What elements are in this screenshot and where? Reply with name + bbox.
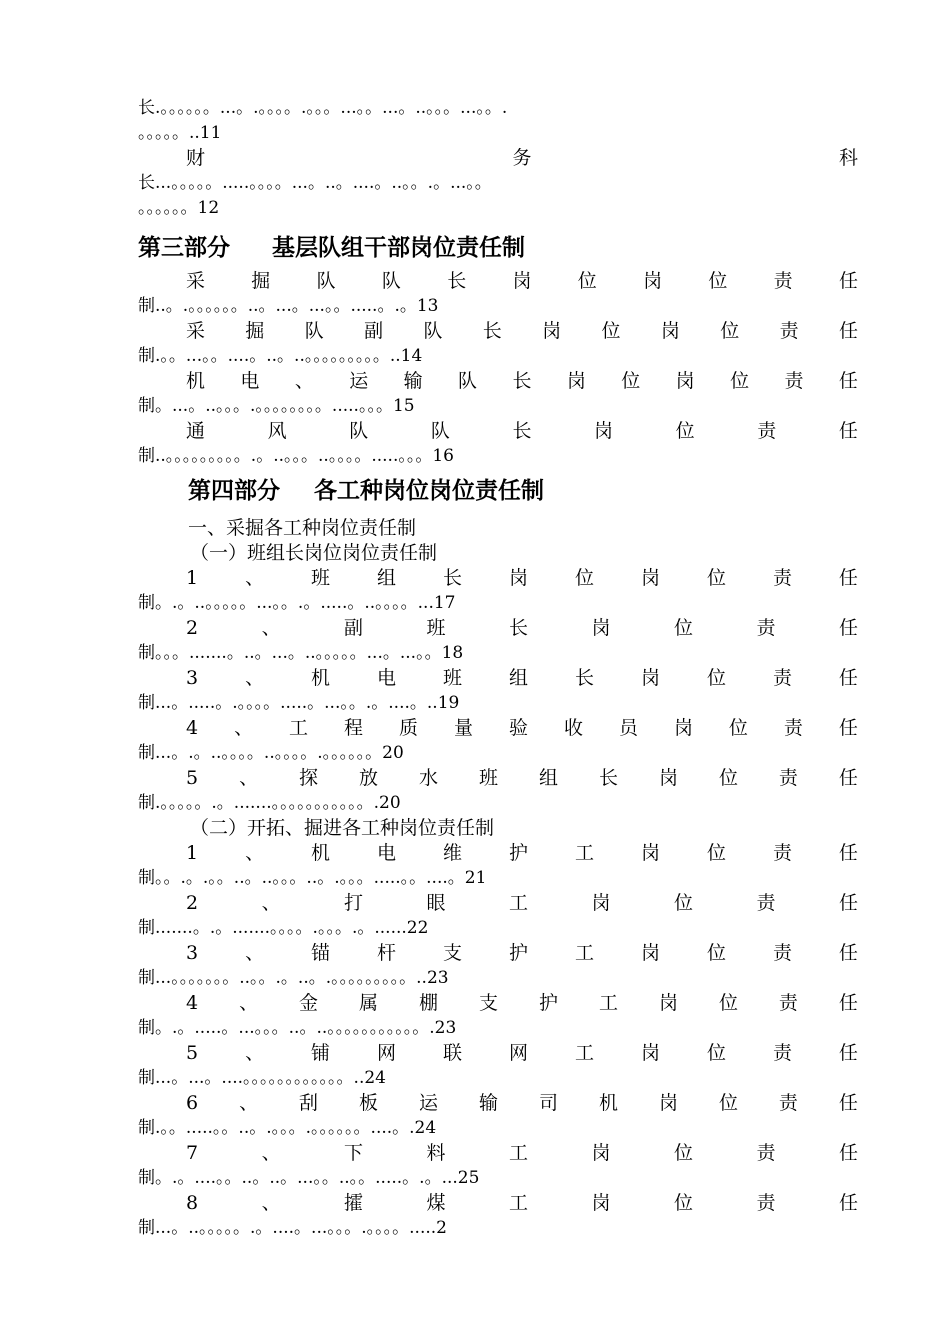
toc-title-char: 机 (186, 370, 206, 392)
section-heading[interactable]: 一、采掘各工种岗位责任制 (188, 517, 417, 539)
toc-entry-title (138, 716, 858, 741)
toc-title-char: 责 (773, 270, 793, 292)
toc-entry[interactable] (138, 991, 858, 1041)
toc-title-char: 责 (756, 892, 776, 914)
toc-title-char: 金 (299, 992, 319, 1014)
toc-title-char: 打 (344, 892, 364, 914)
toc-title-char: 、 (245, 942, 265, 964)
toc-title-char: 网 (377, 1042, 397, 1064)
toc-title-char: 责 (779, 320, 799, 342)
toc-title-char: 料 (426, 1142, 446, 1164)
toc-title-char: 副 (364, 320, 384, 342)
toc-entry-title (138, 1091, 858, 1116)
toc-title-char: 护 (538, 992, 558, 1014)
toc-title-char: 组 (538, 767, 558, 789)
toc-entry[interactable] (138, 716, 858, 766)
toc-title-char: 棚 (419, 992, 439, 1014)
toc-entry[interactable] (138, 269, 858, 319)
toc-title-char: 长 (512, 370, 532, 392)
toc-title-char: 责 (772, 942, 792, 964)
toc-title-char: 长 (512, 420, 532, 442)
toc-title-char: 位 (706, 1042, 726, 1064)
toc-title-char: 、 (261, 892, 281, 914)
group-heading[interactable]: （一）班组长岗位岗位责任制 (190, 542, 438, 564)
toc-title-char: 位 (673, 892, 693, 914)
toc-title-char: 机 (598, 1092, 618, 1114)
toc-entry[interactable] (138, 369, 858, 419)
toc-leader: 制..。.。。。。。。..。...。...。。.....。.。13 (138, 296, 439, 316)
toc-leader: 制。...。..。。。.。。。。。。。。.....。。。15 (138, 396, 415, 416)
toc-title-char: 位 (601, 320, 621, 342)
toc-title-char: 运 (419, 1092, 439, 1114)
toc-entry[interactable] (138, 96, 858, 146)
toc-title-char: 采 (186, 270, 206, 292)
toc-title-char: 收 (563, 717, 583, 739)
toc-entry-title (138, 566, 858, 591)
toc-title-char: 队 (316, 270, 336, 292)
toc-title-char: 任 (838, 1142, 858, 1164)
toc-entry-title (138, 419, 858, 444)
toc-title-char: 任 (838, 567, 858, 589)
toc-entry[interactable] (138, 766, 858, 816)
toc-title-char: 工 (574, 842, 594, 864)
toc-entry[interactable] (138, 1041, 858, 1091)
toc-title-char: 任 (838, 667, 858, 689)
toc-title-char: 岗 (509, 567, 529, 589)
toc-title-char: 岗 (640, 942, 660, 964)
toc-title-char: 验 (508, 717, 528, 739)
toc-title-char: 5 (186, 767, 199, 789)
toc-title-char: 刮 (299, 1092, 319, 1114)
toc-title-char: 责 (772, 667, 792, 689)
toc-title-char: 任 (838, 992, 858, 1014)
toc-title-char: 锚 (311, 942, 331, 964)
toc-leader: 制。。.。.。。..。..。。。..。.。。。.....。。....。21 (138, 868, 487, 888)
part4-title: 第四部分 (188, 478, 280, 504)
toc-title-char: 长 (482, 320, 502, 342)
toc-title-char: 责 (756, 617, 776, 639)
toc-leader: 制..。。。。。。。。。.。..。。。..。。。。.....。。。16 (138, 446, 454, 466)
toc-entry[interactable] (138, 1191, 858, 1241)
toc-title-char: 联 (443, 1042, 463, 1064)
toc-title-char: 任 (838, 767, 858, 789)
toc-entry-title (138, 766, 858, 791)
toc-title-char: 责 (784, 370, 804, 392)
toc-entry-title (138, 319, 858, 344)
toc-title-char: 队 (349, 420, 369, 442)
toc-title-char: 任 (838, 1092, 858, 1114)
toc-title-char: 责 (772, 567, 792, 589)
toc-title-char: 2 (186, 617, 199, 639)
toc-title-char: 电 (377, 842, 397, 864)
toc-entry-title (138, 269, 858, 294)
toc-title-char: 机 (311, 667, 331, 689)
toc-entry[interactable] (138, 891, 858, 941)
toc-title-char: 位 (574, 567, 594, 589)
toc-title-char: 岗 (640, 567, 660, 589)
toc-title-char: 杆 (377, 942, 397, 964)
toc-title-char: 位 (718, 1092, 738, 1114)
toc-title-char: 、 (239, 767, 259, 789)
toc-leader: 制...。。。。。。。..。。.。..。.。。。。。。。。。..23 (138, 968, 449, 988)
toc-title-char: 工 (574, 942, 594, 964)
toc-title-char: 科 (838, 147, 858, 169)
toc-title-char: 位 (718, 992, 738, 1014)
toc-title-char: 量 (454, 717, 474, 739)
toc-title-char: 5 (186, 1042, 199, 1064)
toc-title-char: 运 (349, 370, 369, 392)
toc-leader: 制.。。...。。....。..。..。。。。。。。。。..14 (138, 346, 423, 366)
group1-entries (138, 566, 858, 816)
toc-title-char: 岗 (566, 370, 586, 392)
toc-entry-title (138, 1041, 858, 1066)
toc-entry-title (138, 1191, 858, 1216)
group-heading[interactable]: （二）开拓、掘进各工种岗位责任制 (190, 817, 495, 839)
toc-title-char: 位 (577, 270, 597, 292)
toc-entry-title (138, 841, 858, 866)
toc-title-char: 队 (430, 420, 450, 442)
toc-title-char: 岗 (658, 1092, 678, 1114)
toc-entry[interactable] (138, 616, 858, 666)
toc-leader: 制。.。....。。..。..。...。。..。。.....。.。...25 (138, 1168, 480, 1188)
toc-leader: 制...。.。..。。。。..。。。。.。。。。。。20 (138, 743, 404, 763)
toc-title-char: 程 (344, 717, 364, 739)
toc-title-char: 工 (509, 1142, 529, 1164)
toc-title-char: 岗 (660, 320, 680, 342)
toc-title-char: 支 (479, 992, 499, 1014)
toc-title-char: 放 (359, 767, 379, 789)
toc-title-char: 输 (403, 370, 423, 392)
toc-title-char: 位 (673, 617, 693, 639)
toc-title-char: 铺 (311, 1042, 331, 1064)
toc-title-char: 岗 (640, 667, 660, 689)
toc-title-char: 长 (598, 767, 618, 789)
toc-title-char: 下 (344, 1142, 364, 1164)
toc-entry[interactable] (138, 1141, 858, 1191)
toc-leader: 制.。。.....。。..。.。。。.。。。。。。....。.24 (138, 1118, 437, 1138)
toc-title-char: 责 (772, 842, 792, 864)
toc-leader: 长.。。。。。。...。.。。。。.。。。...。。...。..。。。...。。. (138, 98, 508, 118)
toc-title-char: 责 (778, 767, 798, 789)
toc-leader: 制.......。.。.......。。。。.。。。.。......22 (138, 918, 429, 938)
part3-entries (138, 269, 858, 469)
toc-leader: 长...。。。。。.....。。。。...。..。....。..。。.。...。。 (138, 173, 492, 193)
toc-title-char: 工 (574, 1042, 594, 1064)
toc-title-char: 攉 (344, 1192, 364, 1214)
toc-title-char: 、 (245, 667, 265, 689)
toc-title-char: 护 (509, 842, 529, 864)
toc-title-char: 长 (443, 567, 463, 589)
toc-title-char: 组 (509, 667, 529, 689)
toc-title-char: 位 (706, 567, 726, 589)
toc-entry-title (138, 369, 858, 394)
toc-leader: 制...。.....。.。。。。.....。...。。.。....。..19 (138, 693, 460, 713)
toc-title-char: 班 (443, 667, 463, 689)
toc-entry[interactable] (138, 419, 858, 469)
toc-title-char: 、 (261, 1142, 281, 1164)
toc-title-char: 岗 (658, 992, 678, 1014)
part4-subtitle: 各工种岗位岗位责任制 (314, 478, 544, 504)
toc-title-char: 1 (186, 567, 199, 589)
toc-title-char: 岗 (640, 842, 660, 864)
toc-title-char: 班 (311, 567, 331, 589)
toc-title-char: 长 (447, 270, 467, 292)
part3-title: 第三部分 (138, 235, 230, 261)
toc-title-char: 责 (778, 1092, 798, 1114)
part3-subtitle: 基层队组干部岗位责任制 (272, 235, 525, 261)
toc-title-char: 位 (706, 842, 726, 864)
toc-entry-title (138, 666, 858, 691)
toc-title-char: 、 (245, 842, 265, 864)
toc-title-char: 网 (509, 1042, 529, 1064)
toc-entry[interactable] (138, 841, 858, 891)
toc-title-char: 工 (509, 892, 529, 914)
toc-title-char: 、 (261, 1192, 281, 1214)
toc-entry-title (138, 891, 858, 916)
toc-title-char: 责 (757, 420, 777, 442)
toc-title-char: 质 (399, 717, 419, 739)
toc-title-char: 岗 (591, 1142, 611, 1164)
toc-title-char: 、 (239, 1092, 259, 1114)
toc-title-char: 队 (304, 320, 324, 342)
toc-title-char: 煤 (426, 1192, 446, 1214)
toc-title-char: 风 (267, 420, 287, 442)
toc-title-char: 岗 (542, 320, 562, 342)
toc-title-char: 队 (458, 370, 478, 392)
toc-title-char: 位 (706, 942, 726, 964)
toc-title-char: 岗 (512, 270, 532, 292)
toc-title-char: 采 (186, 320, 206, 342)
toc-title-char: 、 (245, 1042, 265, 1064)
toc-title-char: 8 (186, 1192, 199, 1214)
toc-title-char: 任 (838, 717, 858, 739)
toc-entry-title (138, 1141, 858, 1166)
toc-title-char: 电 (377, 667, 397, 689)
toc-title-char: 员 (618, 717, 638, 739)
toc-title-char: 6 (186, 1092, 199, 1114)
toc-title-char: 组 (377, 567, 397, 589)
toc-leader: 制。.。.....。...。。。..。..。。。。。。。。。。。.23 (138, 1018, 457, 1038)
toc-entry[interactable] (138, 146, 858, 221)
toc-title-char: 责 (778, 992, 798, 1014)
part4-heading (138, 469, 858, 516)
toc-title-char: 3 (186, 667, 199, 689)
toc-title-char: 、 (239, 992, 259, 1014)
toc-title-char: 队 (423, 320, 443, 342)
toc-title-char: 属 (359, 992, 379, 1014)
toc-title-char: 4 (186, 992, 199, 1014)
toc-title-char: 岗 (640, 1042, 660, 1064)
toc-title-char: 岗 (591, 1192, 611, 1214)
toc-entry[interactable] (138, 941, 858, 991)
toc-title-char: 务 (512, 147, 532, 169)
toc-entry[interactable] (138, 319, 858, 369)
toc-title-char: 任 (838, 1192, 858, 1214)
toc-entry[interactable] (138, 566, 858, 616)
toc-title-char: 7 (186, 1142, 199, 1164)
toc-leader: 制。.。..。。。。。...。。.。.....。..。。。。...17 (138, 593, 456, 613)
toc-title-char: 、 (234, 717, 254, 739)
toc-title-char: 位 (718, 767, 738, 789)
toc-title-char: 位 (730, 370, 750, 392)
toc-title-char: 位 (706, 667, 726, 689)
toc-entry-title (138, 616, 858, 641)
toc-title-char: 维 (443, 842, 463, 864)
toc-title-char: 岗 (673, 717, 693, 739)
toc-entry-title (138, 991, 858, 1016)
toc-title-char: 岗 (591, 892, 611, 914)
toc-title-char: 岗 (658, 767, 678, 789)
toc-title-char: 输 (479, 1092, 499, 1114)
toc-title-char: 班 (426, 617, 446, 639)
toc-title-char: 机 (311, 842, 331, 864)
toc-title-char: 责 (772, 1042, 792, 1064)
toc-entry-title (138, 146, 858, 171)
toc-entry[interactable] (138, 1091, 858, 1141)
toc-title-char: 长 (574, 667, 594, 689)
toc-title-char: 位 (621, 370, 641, 392)
part3-heading (138, 221, 858, 269)
toc-leader-page: 。。。。。。12 (138, 198, 220, 218)
toc-title-char: 位 (673, 1142, 693, 1164)
toc-title-char: 、 (245, 567, 265, 589)
toc-title-char: 任 (838, 370, 858, 392)
toc-title-char: 司 (538, 1092, 558, 1114)
toc-content (138, 96, 858, 1241)
toc-title-char: 支 (443, 942, 463, 964)
toc-title-char: 、 (261, 617, 281, 639)
toc-leader: 制...。..。。。。。.。....。...。。。.。。。。.....2 (138, 1218, 447, 1238)
toc-title-char: 责 (783, 717, 803, 739)
toc-title-char: 、 (294, 370, 314, 392)
toc-title-char: 岗 (591, 617, 611, 639)
toc-title-char: 财 (186, 147, 206, 169)
toc-title-char: 工 (598, 992, 618, 1014)
toc-title-char: 任 (838, 320, 858, 342)
toc-title-char: 2 (186, 892, 199, 914)
toc-title-char: 位 (728, 717, 748, 739)
toc-title-char: 任 (838, 942, 858, 964)
toc-title-char: 位 (675, 420, 695, 442)
toc-title-char: 责 (756, 1142, 776, 1164)
toc-leader-page: 。。。。。..11 (138, 123, 222, 143)
toc-title-char: 护 (509, 942, 529, 964)
toc-title-char: 工 (509, 1192, 529, 1214)
toc-title-char: 长 (509, 617, 529, 639)
toc-title-char: 位 (720, 320, 740, 342)
toc-title-char: 班 (479, 767, 499, 789)
toc-title-char: 队 (381, 270, 401, 292)
toc-title-char: 掘 (245, 320, 265, 342)
toc-title-char: 掘 (251, 270, 271, 292)
toc-title-char: 任 (838, 617, 858, 639)
toc-title-char: 1 (186, 842, 199, 864)
toc-title-char: 3 (186, 942, 199, 964)
toc-entry-title (138, 941, 858, 966)
toc-leader: 制.。。。。。.。.......。。。。。。。。。。。.20 (138, 793, 401, 813)
toc-title-char: 岗 (594, 420, 614, 442)
toc-leader: 制。。。.......。..。...。..。。。。。...。...。。18 (138, 643, 464, 663)
toc-title-char: 工 (289, 717, 309, 739)
toc-title-char: 眼 (426, 892, 446, 914)
toc-title-char: 任 (838, 842, 858, 864)
toc-title-char: 水 (419, 767, 439, 789)
toc-title-char: 通 (186, 420, 206, 442)
toc-title-char: 板 (359, 1092, 379, 1114)
toc-title-char: 岗 (643, 270, 663, 292)
toc-title-char: 4 (186, 717, 199, 739)
toc-entry[interactable] (138, 666, 858, 716)
toc-title-char: 位 (673, 1192, 693, 1214)
toc-title-char: 任 (838, 1042, 858, 1064)
toc-title-char: 探 (299, 767, 319, 789)
toc-leader: 制...。...。....。。。。。。。。。。。。..24 (138, 1068, 386, 1088)
toc-title-char: 副 (344, 617, 364, 639)
toc-title-char: 任 (838, 270, 858, 292)
toc-title-char: 任 (838, 420, 858, 442)
toc-title-char: 责 (756, 1192, 776, 1214)
toc-title-char: 位 (708, 270, 728, 292)
toc-title-char: 任 (838, 892, 858, 914)
toc-title-char: 岗 (675, 370, 695, 392)
toc-title-char: 电 (240, 370, 260, 392)
group2-entries (138, 841, 858, 1241)
